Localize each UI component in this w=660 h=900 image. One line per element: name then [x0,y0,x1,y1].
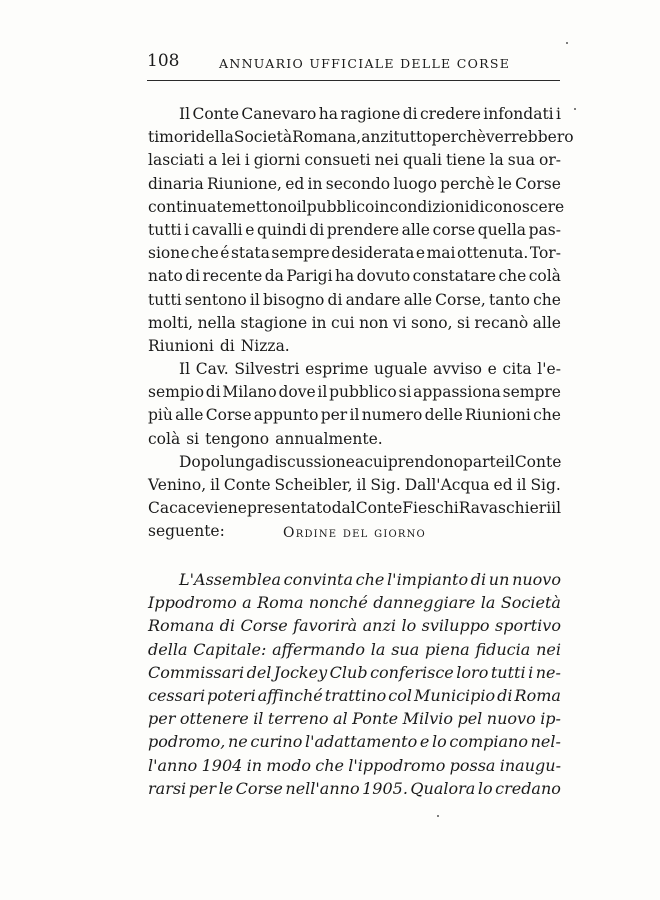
text-line: molti, nella stagione in cui non vi sono, si recanò alle [148,313,561,332]
paragraph [148,103,574,358]
text-line: l'anno 1904 in modo che l'ippodromo possa inaugu- [148,755,561,775]
body-text [148,103,574,544]
text-line: Cacace viene presentato dal Conte Fieschi Ravaschieri il [148,499,562,518]
text-line: per ottenere il terreno al Ponte Milvio pel nuovo ip- [148,709,561,729]
motion-text [148,568,561,800]
header-rule [147,80,560,81]
text-line: Dopo lunga discussione a cui prendono parte il Conte [179,452,562,471]
text-line: sempio di Milano dove il pubblico si appassiona sempre [148,383,561,402]
text-line: timori della Società Romana, anzitutto perchè verrebbero [148,128,574,147]
text-line: seguente: [148,522,225,541]
text-line: tutti i cavalli e quindi di prendere alle corse quella pas- [148,220,561,239]
running-header: ANNUARIO UFFICIALE DELLE CORSE [219,56,511,71]
text-line: lasciati a lei i giorni consueti nei quali tiene la sua or- [148,151,561,170]
text-line: Il Conte Canevaro ha ragione di credere infondati i [179,105,561,123]
text-line: L'Assemblea convinta che l'impianto di un nuovo [179,570,561,589]
section-heading: Ordine del giorno [283,525,426,541]
paper-speck [437,815,439,817]
text-line: nato di recente da Parigi ha dovuto constatare che colà [148,267,561,286]
text-line: tutti sentono il bisogno di andare alle Corse, tanto che [148,290,561,309]
text-line: continuate mettono il pubblico in condizioni di conoscere [148,197,565,216]
text-line: della Capitale: affermando la sua piena fiducia nei [148,639,561,659]
text-line: più alle Corse appunto per il numero delle Riunioni che [148,406,561,425]
paragraph [148,358,561,451]
text-line: Il Cav. Silvestri esprime uguale avviso e cita l'e- [179,360,561,379]
paper-speck [574,108,576,110]
text-line: Commissari del Jockey Club conferisce loro tutti i ne- [148,662,561,682]
page-number: 108 [147,51,180,71]
paper-speck [566,42,568,44]
text-line: cessari poteri affinché trattino col Municipio di Roma [148,685,561,705]
text-line: Venino, il Conte Scheibler, il Sig. Dall'Acqua ed il Sig. [148,476,561,494]
text-line: Romana di Corse favorirà anzi lo sviluppo sportivo [148,616,561,636]
text-line: podromo, ne curino l'adattamento e lo compiano nel- [148,732,561,752]
text-line: rarsi per le Corse nell'anno 1905. Qualora lo credano [148,778,561,798]
text-line: dinaria Riunione, ed in secondo luogo perchè le Corse [148,174,561,193]
text-line: colà si tengono annualmente. [148,429,383,448]
text-line: sione che é stata sempre desiderata e mai ottenuta. Tor- [148,244,561,263]
text-line: Riunioni di Nizza. [148,336,290,355]
text-line: Ippodromo a Roma nonché danneggiare la Società [148,593,561,613]
